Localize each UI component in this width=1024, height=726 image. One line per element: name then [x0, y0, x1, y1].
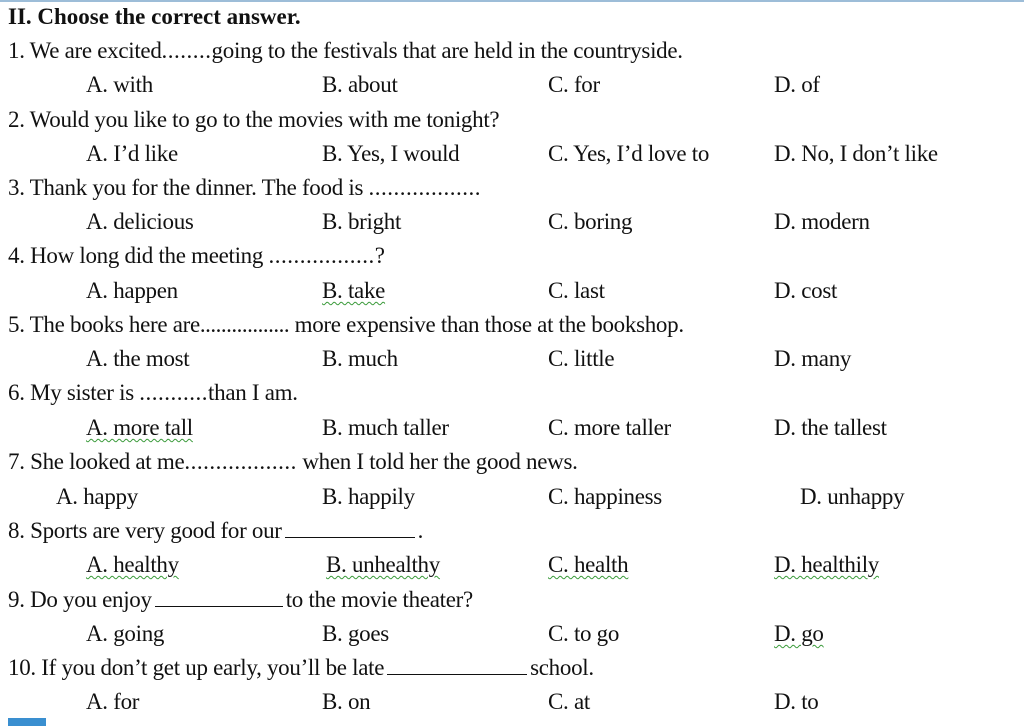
question-6-blank: ...........	[139, 380, 209, 405]
question-7-stem: 7. She looked at me	[8, 449, 185, 474]
q8-option-b-text: B. unhealthy	[326, 552, 440, 577]
q2-option-a[interactable]: A. I’d like	[86, 141, 178, 166]
question-8-blank-line	[285, 536, 415, 538]
q4-option-b[interactable]	[322, 278, 385, 304]
q2-option-c[interactable]: C. Yes, I’d love to	[548, 141, 710, 166]
q9-option-d-text: D. go	[774, 621, 824, 646]
q2-option-d[interactable]: D. No, I don’t like	[774, 141, 938, 166]
section-heading: II. Choose the correct answer.	[8, 4, 301, 29]
q6-option-a-text: A. more tall	[86, 415, 193, 440]
q4-option-a[interactable]: A. happen	[86, 278, 178, 303]
q1-option-d[interactable]: D. of	[774, 72, 820, 97]
question-7-stem-end: when I told her the good news.	[302, 449, 578, 474]
question-5	[8, 312, 684, 338]
question-9-blank-line	[155, 605, 283, 607]
question-5-stem: 5. The books here are	[8, 312, 200, 337]
q6-option-b[interactable]: B. much taller	[322, 415, 449, 440]
question-3-stem: 3. Thank you for the dinner. The food is	[8, 175, 364, 200]
q8-option-a[interactable]	[86, 552, 179, 578]
question-4-stem: 4. How long did the meeting	[8, 243, 264, 268]
q8-option-b[interactable]	[326, 552, 440, 578]
q5-option-d[interactable]: D. many	[774, 346, 852, 371]
question-6	[8, 380, 298, 406]
question-9	[8, 587, 473, 613]
question-6-stem: 6. My sister is	[8, 380, 134, 405]
question-3	[8, 175, 481, 201]
q6-option-a[interactable]	[86, 415, 193, 441]
question-8	[8, 518, 423, 544]
question-4-stem-end: ?	[374, 243, 385, 268]
q2-option-b[interactable]: B. Yes, I would	[322, 141, 460, 166]
question-1-blank: ........	[161, 38, 212, 63]
q9-option-b[interactable]: B. goes	[322, 621, 389, 646]
question-6-stem-end: than I am.	[208, 380, 298, 405]
question-7-blank: ..................	[184, 449, 297, 474]
q7-option-b[interactable]: B. happily	[322, 484, 415, 509]
q7-option-c[interactable]: C. happiness	[548, 484, 662, 509]
q5-option-c[interactable]: C. little	[548, 346, 615, 371]
q3-option-a[interactable]: A. delicious	[86, 209, 194, 234]
question-4	[8, 243, 385, 269]
question-9-stem: 9. Do you enjoy	[8, 587, 152, 612]
q9-option-c[interactable]: C. to go	[548, 621, 620, 646]
question-10	[8, 655, 594, 681]
question-5-stem-end: more expensive than those at the bookshop.	[294, 312, 684, 337]
q4-option-b-text: B. take	[322, 278, 386, 303]
q3-option-c[interactable]: C. boring	[548, 209, 633, 234]
q8-option-d[interactable]	[774, 552, 879, 578]
q4-option-c[interactable]: C. last	[548, 278, 605, 303]
q8-option-d-text: D. healthily	[774, 552, 879, 577]
question-9-stem-end: to the movie theater?	[285, 587, 473, 612]
q1-option-c[interactable]: C. for	[548, 72, 600, 97]
q1-option-a[interactable]: A. with	[86, 72, 153, 97]
question-10-stem-end: school.	[530, 655, 594, 680]
question-10-stem: 10. If you don’t get up early, you’ll be late	[8, 655, 385, 680]
q10-option-a[interactable]: A. for	[86, 689, 140, 714]
q3-option-b[interactable]: B. bright	[322, 209, 402, 234]
q9-option-d[interactable]	[774, 621, 824, 647]
q5-option-a[interactable]: A. the most	[86, 346, 190, 371]
q10-option-b[interactable]: B. on	[322, 689, 371, 714]
question-1	[8, 38, 683, 64]
q8-option-a-text: A. healthy	[86, 552, 179, 577]
question-8-stem: 8. Sports are very good for our	[8, 518, 282, 543]
question-1-stem-end: going to the festivals that are held in the countryside.	[211, 38, 683, 63]
q5-option-b[interactable]: B. much	[322, 346, 398, 371]
question-8-stem-end: .	[417, 518, 424, 543]
q3-option-d[interactable]: D. modern	[774, 209, 870, 234]
q8-option-c-text: C. health	[548, 552, 629, 577]
question-10-blank-line	[387, 673, 527, 675]
q6-option-c[interactable]: C. more taller	[548, 415, 671, 440]
top-rule	[0, 0, 1024, 2]
q8-option-c[interactable]	[548, 552, 628, 578]
q10-option-d[interactable]: D. to	[774, 689, 819, 714]
q10-option-c[interactable]: C. at	[548, 689, 590, 714]
q7-option-d[interactable]: D. unhappy	[800, 484, 905, 509]
q1-option-b[interactable]: B. about	[322, 72, 398, 97]
question-3-blank: ..................	[368, 175, 482, 200]
q7-option-a[interactable]: A. happy	[56, 484, 138, 509]
question-2-stem: 2. Would you like to go to the movies with me tonight?	[8, 107, 500, 132]
q9-option-a[interactable]: A. going	[86, 621, 165, 646]
question-2	[8, 107, 499, 133]
question-4-blank: .................	[268, 243, 375, 268]
q4-option-d[interactable]: D. cost	[774, 278, 838, 303]
corner-mark	[8, 718, 46, 726]
q6-option-d[interactable]: D. the tallest	[774, 415, 887, 440]
question-1-stem: 1. We are excited	[8, 38, 162, 63]
question-7	[8, 449, 578, 475]
question-5-blank: .................	[199, 312, 290, 337]
